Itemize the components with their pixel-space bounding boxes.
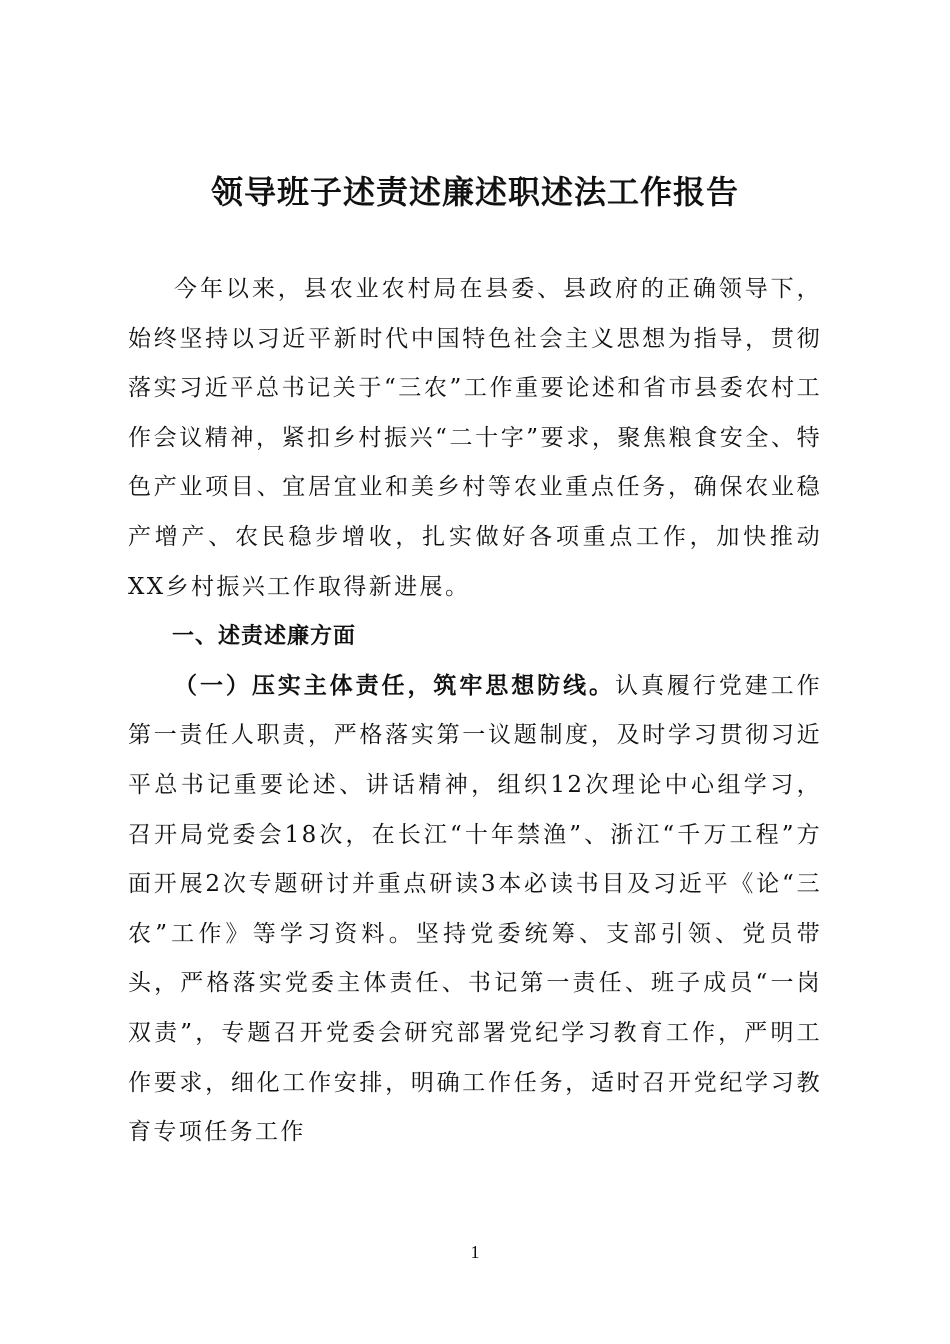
page-number: 1 bbox=[470, 1242, 480, 1262]
subsection-paragraph bbox=[128, 662, 822, 1158]
document-body bbox=[128, 265, 822, 1158]
section-heading: 一、述责述廉方面 bbox=[172, 624, 357, 650]
document-title: 领导班子述责述廉述职述法工作报告 bbox=[210, 173, 739, 211]
subsection-heading: （一）压实主体责任，筑牢思想防线。 bbox=[174, 672, 615, 699]
subsection-body: 认真履行党建工作第一责任人职责，严格落实第一议题制度，及时学习贯彻习近平总书记重要论述、讲话精神，组织12次理论中心组学习，召开局党委会18次，在长江“十年禁渔”、浙江“千万工程”方面开展2次专题研讨并重点研读3本必读书目及习近平《论“三农”工作》等学习资料。坚持党委统筹、支部引领、党员带头，严格落实党委主体责任、书记第一责任、班子成员“一岗双责”，专题召开党委会研究部署党纪学习教育工作，严明工作要求，细化工作安排，明确工作任务，适时召开党纪学习教育专项任务工作 bbox=[128, 672, 822, 1146]
intro-paragraph: 今年以来，县农业农村局在县委、县政府的正确领导下，始终坚持以习近平新时代中国特色社会主义思想为指导，贯彻落实习近平总书记关于“三农”工作重要论述和省市县委农村工作会议精神，紧扣乡村振兴“二十字”要求，聚焦粮食安全、特色产业项目、宜居宜业和美乡村等农业重点任务，确保农业稳产增产、农民稳步增收，扎实做好各项重点工作，加快推动XX乡村振兴工作取得新进展。 bbox=[128, 276, 822, 600]
